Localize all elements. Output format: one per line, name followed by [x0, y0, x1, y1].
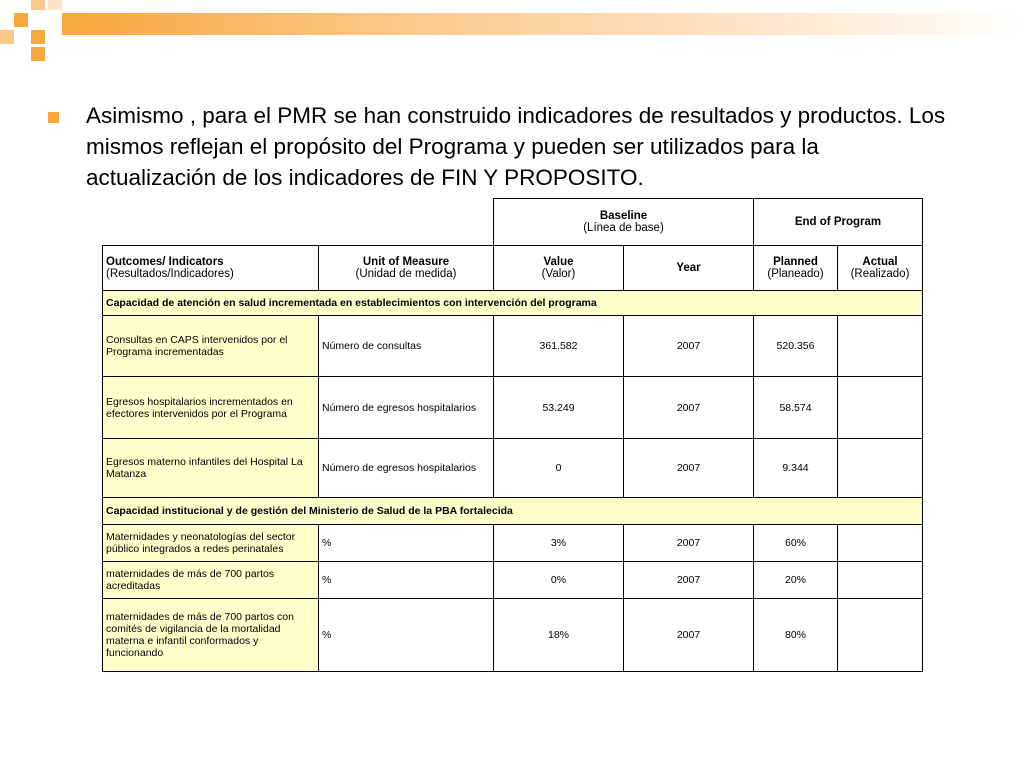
outcomes-subtitle: (Resultados/Indicadores) — [106, 268, 234, 280]
indicator-cell: maternidades de más de 700 partos acreditadas — [103, 562, 319, 599]
table-row — [103, 562, 923, 599]
value-title: Value — [543, 256, 574, 268]
value-cell: 3% — [494, 525, 624, 562]
column-header-row — [103, 246, 923, 291]
table-row — [103, 377, 923, 439]
value-header — [494, 246, 624, 291]
actual-cell — [838, 439, 923, 498]
end-of-program-title: End of Program — [794, 216, 882, 228]
year-cell: 2007 — [624, 525, 754, 562]
outcomes-title: Outcomes/ Indicators — [106, 256, 224, 268]
planned-cell: 58.574 — [754, 377, 838, 439]
end-of-program-group-header — [754, 199, 923, 246]
unit-cell: Número de consultas — [319, 316, 494, 377]
value-cell: 0% — [494, 562, 624, 599]
unit-cell: % — [319, 525, 494, 562]
planned-cell: 80% — [754, 599, 838, 672]
header-square — [48, 0, 62, 10]
planned-header — [754, 246, 838, 291]
actual-header — [838, 246, 923, 291]
actual-cell — [838, 562, 923, 599]
table-row — [103, 316, 923, 377]
unit-header — [319, 246, 494, 291]
value-cell: 18% — [494, 599, 624, 672]
bullet-square-icon — [48, 112, 59, 123]
unit-title: Unit of Measure — [362, 256, 450, 268]
value-subtitle: (Valor) — [541, 268, 576, 280]
header-square — [31, 30, 45, 44]
indicator-cell: Egresos materno infantiles del Hospital La Matanza — [103, 439, 319, 498]
table-row — [103, 599, 923, 672]
actual-cell — [838, 525, 923, 562]
section-title: Capacidad de atención en salud incrementada en establecimientos con intervención del programa — [103, 291, 923, 316]
indicator-cell: maternidades de más de 700 partos con comités de vigilancia de la mortalidad materna e infantil conformados y funcionando — [103, 599, 319, 672]
indicator-cell: Maternidades y neonatologías del sector público integrados a redes perinatales — [103, 525, 319, 562]
planned-cell: 520.356 — [754, 316, 838, 377]
unit-cell: % — [319, 562, 494, 599]
actual-cell — [838, 377, 923, 439]
baseline-title: Baseline — [599, 210, 648, 222]
bullet-text: Asimismo , para el PMR se han construido indicadores de resultados y productos. Los mismos reflejan el propósito del Programa y pueden ser utilizados para la actualización de los indicadores de FIN Y PROPOSITO. — [86, 103, 946, 190]
header-square — [0, 30, 14, 44]
table-row — [103, 525, 923, 562]
section-title: Capacidad institucional y de gestión del Ministerio de Salud de la PBA fortalecida — [103, 498, 923, 525]
section-header-row — [103, 498, 923, 525]
header-gradient-bar — [62, 13, 1024, 35]
planned-title: Planned — [773, 256, 818, 268]
indicator-cell: Consultas en CAPS intervenidos por el Programa incrementadas — [103, 316, 319, 377]
planned-subtitle: (Planeado) — [767, 268, 824, 280]
actual-cell — [838, 599, 923, 672]
year-cell: 2007 — [624, 599, 754, 672]
year-cell: 2007 — [624, 377, 754, 439]
year-cell: 2007 — [624, 439, 754, 498]
year-title: Year — [676, 262, 701, 274]
actual-cell — [838, 316, 923, 377]
indicators-table — [102, 198, 923, 672]
value-cell: 53.249 — [494, 377, 624, 439]
value-cell: 361.582 — [494, 316, 624, 377]
planned-cell: 60% — [754, 525, 838, 562]
year-header — [624, 246, 754, 291]
unit-cell: Número de egresos hospitalarios — [319, 439, 494, 498]
planned-cell: 9.344 — [754, 439, 838, 498]
indicator-cell: Egresos hospitalarios incrementados en efectores intervenidos por el Programa — [103, 377, 319, 439]
actual-title: Actual — [862, 256, 898, 268]
header-square — [31, 47, 45, 61]
header-square — [14, 13, 28, 27]
outcomes-header — [103, 246, 319, 291]
unit-subtitle: (Unidad de medida) — [355, 268, 457, 280]
baseline-subtitle: (Línea de base) — [583, 222, 664, 234]
table-row — [103, 439, 923, 498]
unit-cell: Número de egresos hospitalarios — [319, 377, 494, 439]
unit-cell: % — [319, 599, 494, 672]
baseline-group-header — [494, 199, 754, 246]
year-cell: 2007 — [624, 562, 754, 599]
header-square — [31, 0, 45, 10]
actual-subtitle: (Realizado) — [850, 268, 910, 280]
section-header-row — [103, 291, 923, 316]
year-cell: 2007 — [624, 316, 754, 377]
planned-cell: 20% — [754, 562, 838, 599]
value-cell: 0 — [494, 439, 624, 498]
blank-header-cell — [103, 199, 494, 246]
